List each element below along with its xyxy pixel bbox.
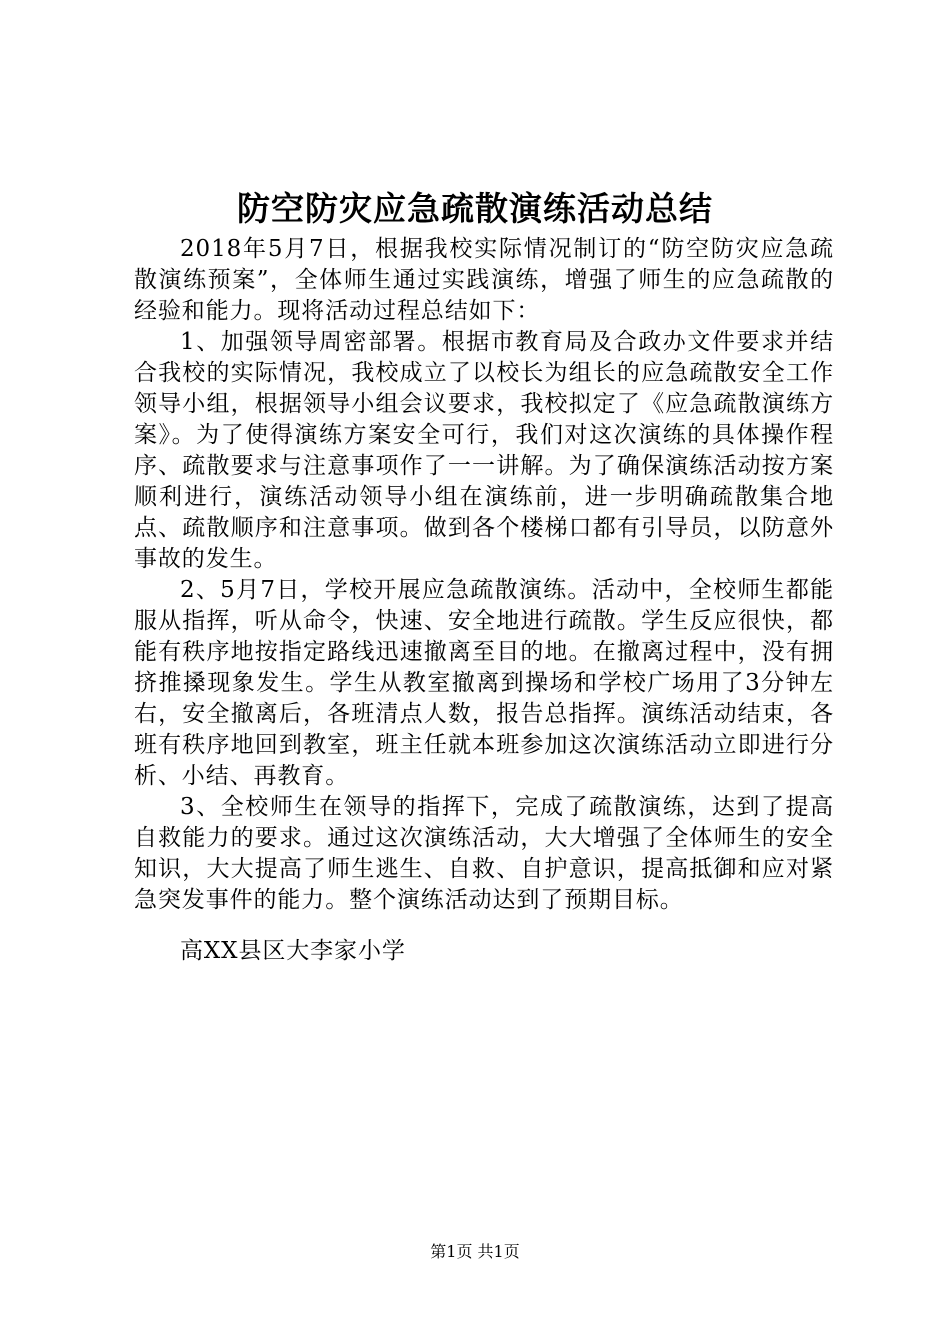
- paragraph-1: 1、加强领导周密部署。根据市教育局及合政办文件要求并结合我校的实际情况，我校成立了以校长为组长的应急疏散安全工作领导小组，根据领导小组会议要求，我校拟定了《应急疏散演练方案》。为了使得演练方案安全可行，我们对这次演练的具体操作程序、疏散要求与注意事项作了一一讲解。为了确保演练活动按方案顺利进行，演练活动领导小组在演练前，进一步明确疏散集合地点、疏散顺序和注意事项。做到各个楼梯口都有引导员，以防意外事故的发生。: [134, 329, 834, 572]
- document-title: 防空防灾应急疏散演练活动总结: [237, 189, 713, 228]
- document-body: [134, 234, 834, 916]
- intro-paragraph: 2018年5月7日，根据我校实际情况制订的“防空防灾应急疏散演练预案”，全体师生通过实践演练，增强了师生的应急疏散的经验和能力。现将活动过程总结如下：: [134, 236, 834, 324]
- signature: 高XX县区大李家小学: [180, 938, 406, 964]
- paragraph-3: 3、全校师生在领导的指挥下，完成了疏散演练，达到了提高自救能力的要求。通过这次演练活动，大大增强了全体师生的安全知识，大大提高了师生逃生、自救、自护意识，提高抵御和应对紧急突发事件的能力。整个演练活动达到了预期目标。: [134, 794, 834, 913]
- page-footer: 第1页 共1页: [430, 1242, 520, 1261]
- paragraph-2: 2、5月7日，学校开展应急疏散演练。活动中，全校师生都能服从指挥，听从命令，快速、安全地进行疏散。学生反应很快，都能有秩序地按指定路线迅速撤离至目的地。在撤离过程中，没有拥挤推搡现象发生。学生从教室撤离到操场和学校广场用了3分钟左右，安全撤离后，各班清点人数，报告总指挥。演练活动结束，各班有秩序地回到教室，班主任就本班参加这次演练活动立即进行分析、小结、再教育。: [134, 577, 834, 789]
